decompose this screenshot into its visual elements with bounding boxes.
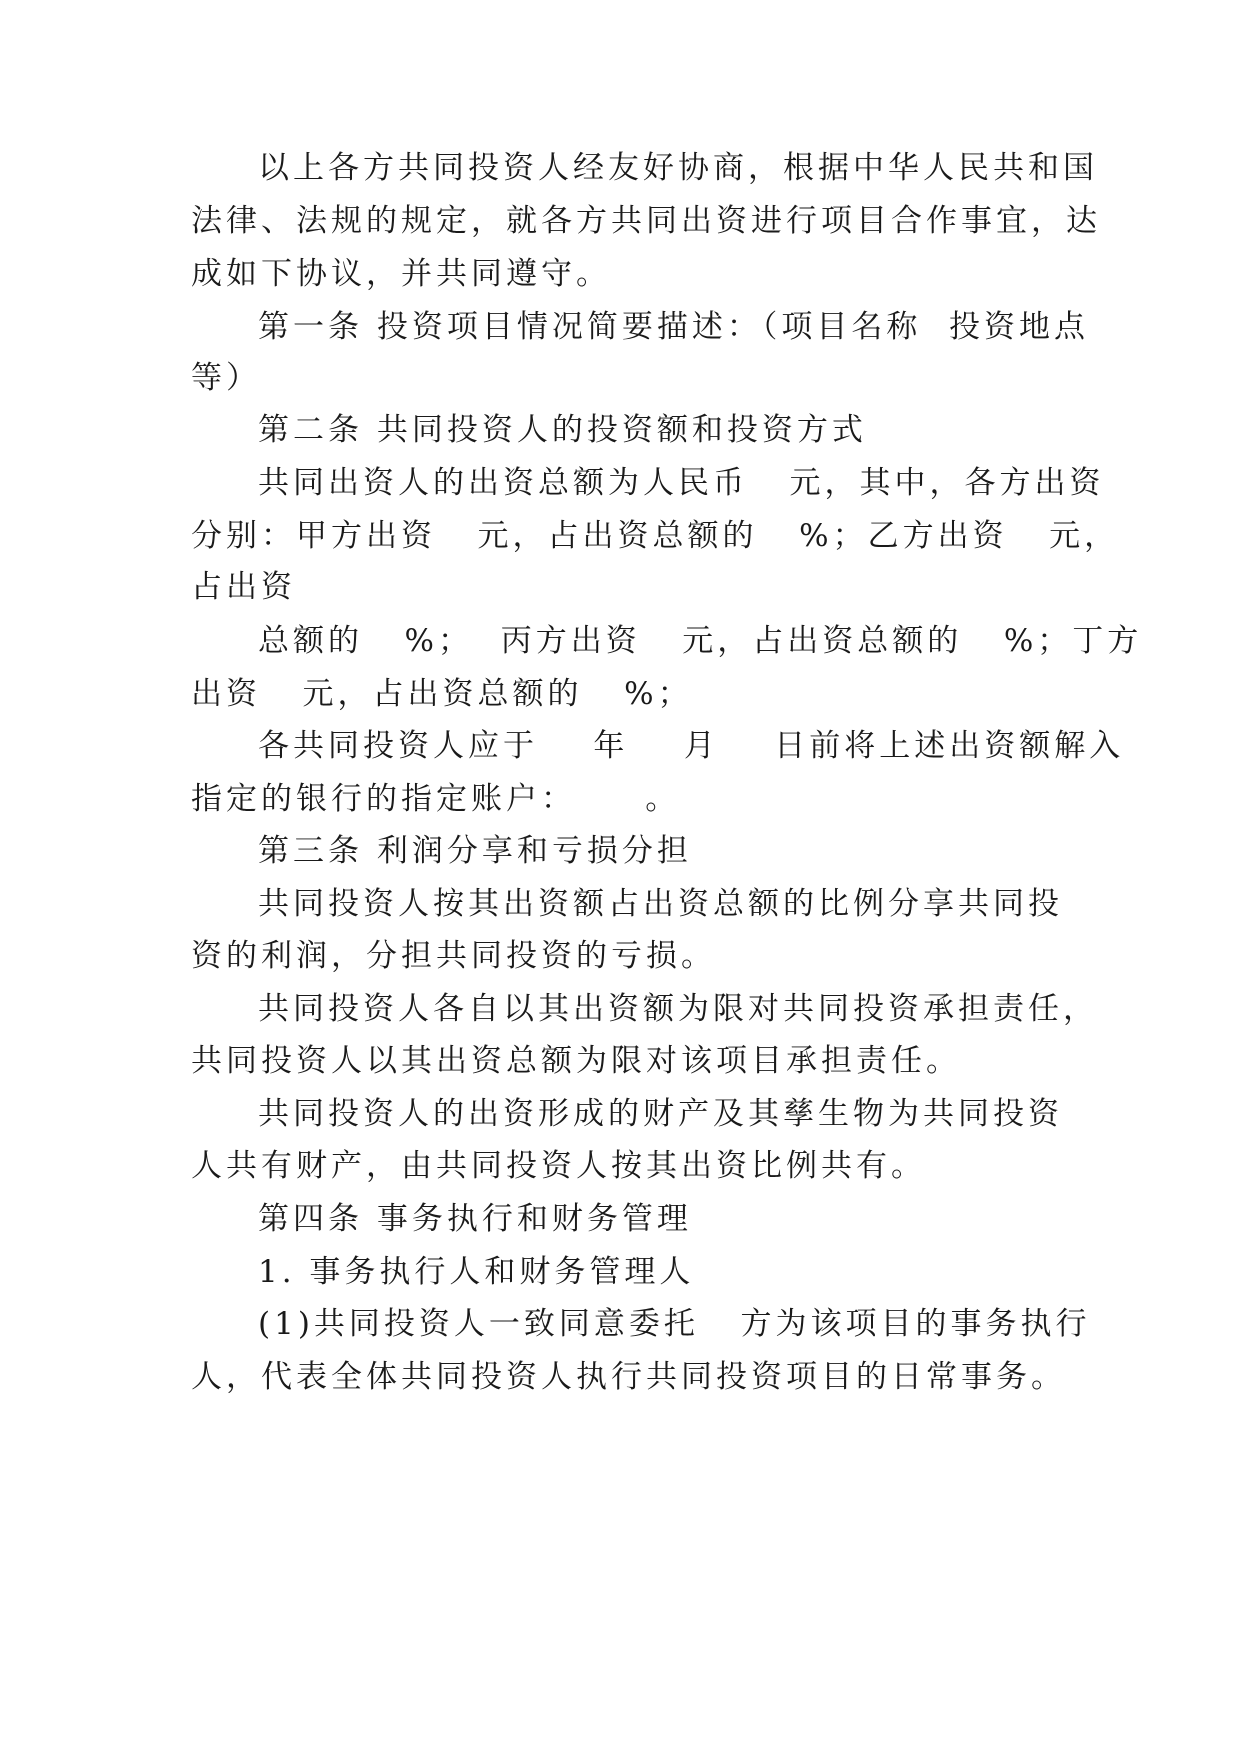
article-2-line-3: 占出资 (191, 569, 296, 605)
paragraph-intro-line-2: 法律、法规的规定，就各方共同出资进行项目合作事宜，达 (191, 203, 1101, 239)
article-3-para-3-line-1: 共同投资人的出资形成的财产及其孳生物为共同投资 (258, 1096, 1063, 1132)
article-1-heading-cont: 等） (191, 360, 261, 396)
article-3-para-3-line-2: 人共有财产，由共同投资人按其出资比例共有。 (191, 1148, 926, 1184)
article-3-para-2-line-1: 共同投资人各自以其出资额为限对共同投资承担责任， (258, 991, 1098, 1027)
article-4-item-1-1-line-1: (1)共同投资人一致同意委托 方为该项目的事务执行 (258, 1306, 1091, 1342)
article-3-para-1-line-2: 资的利润，分担共同投资的亏损。 (191, 938, 716, 974)
article-4-item-1-heading: 1. 事务执行人和财务管理人 (258, 1254, 695, 1290)
article-2-line-2: 分别：甲方出资 元，占出资总额的 %；乙方出资 元， (191, 518, 1120, 554)
article-2-line-1: 共同出资人的出资总额为人民币 元，其中，各方出资 (258, 465, 1105, 501)
article-3-para-2-line-2: 共同投资人以其出资总额为限对该项目承担责任。 (191, 1043, 961, 1079)
article-2-line-4: 总额的 %； 丙方出资 元，占出资总额的 %；丁方 (258, 623, 1143, 659)
article-4-heading: 第四条 事务执行和财务管理 (258, 1201, 692, 1237)
article-2-heading: 第二条 共同投资人的投资额和投资方式 (258, 412, 867, 448)
article-2-line-5: 出资 元，占出资总额的 %； (191, 676, 693, 712)
paragraph-intro-line-3: 成如下协议，并共同遵守。 (191, 256, 611, 292)
article-3-heading: 第三条 利润分享和亏损分担 (258, 833, 692, 869)
article-1-heading: 第一条 投资项目情况简要描述：（项目名称 投资地点 (258, 309, 1090, 345)
article-2-deadline-line-2: 指定的银行的指定账户： 。 (191, 781, 681, 817)
article-2-deadline-line-1: 各共同投资人应于 年 月 日前将上述出资额解入 (258, 728, 1125, 764)
paragraph-intro-line-1: 以上各方共同投资人经友好协商，根据中华人民共和国 (258, 150, 1098, 186)
article-3-para-1-line-1: 共同投资人按其出资额占出资总额的比例分享共同投 (258, 886, 1063, 922)
article-4-item-1-1-line-2: 人，代表全体共同投资人执行共同投资项目的日常事务。 (191, 1359, 1066, 1395)
